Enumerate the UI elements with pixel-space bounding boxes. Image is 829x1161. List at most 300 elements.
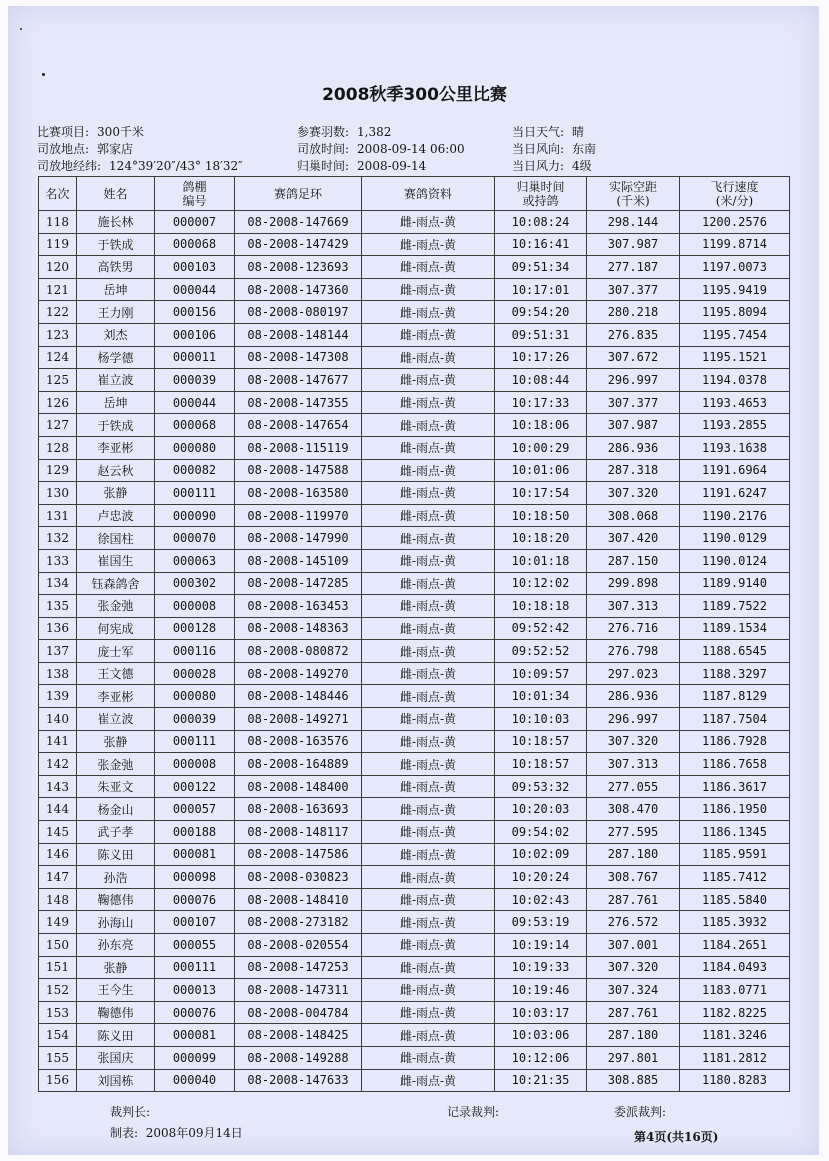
ring-cell: 08-2008-149270 xyxy=(235,662,362,685)
speed-cell: 1181.2812 xyxy=(680,1046,790,1069)
distance-cell: 287.318 xyxy=(587,459,680,482)
table-row xyxy=(39,798,790,821)
ring-cell: 08-2008-149288 xyxy=(235,1046,362,1069)
time-cell: 10:20:03 xyxy=(495,798,587,821)
loft-cell: 000044 xyxy=(155,391,235,414)
loft-cell: 000039 xyxy=(155,369,235,392)
table-row xyxy=(39,414,790,437)
distance-cell: 307.324 xyxy=(587,979,680,1002)
rank-cell: 150 xyxy=(39,934,77,957)
speed-cell: 1195.1521 xyxy=(680,346,790,369)
name-cell: 陈义田 xyxy=(77,843,155,866)
speed-cell: 1193.1638 xyxy=(680,436,790,459)
loft-cell: 000011 xyxy=(155,346,235,369)
loft-cell: 000057 xyxy=(155,798,235,821)
time-cell: 09:53:32 xyxy=(495,775,587,798)
loft-cell: 000028 xyxy=(155,662,235,685)
loft-cell: 000111 xyxy=(155,730,235,753)
header-time: 归巢时间 或持鸽 xyxy=(495,177,587,211)
loft-cell: 000044 xyxy=(155,278,235,301)
distance-cell: 296.997 xyxy=(587,708,680,731)
ring-cell: 08-2008-148144 xyxy=(235,323,362,346)
name-cell: 孙海山 xyxy=(77,911,155,934)
rank-cell: 147 xyxy=(39,866,77,889)
table-row xyxy=(39,459,790,482)
name-cell: 孙东亮 xyxy=(77,934,155,957)
table-row xyxy=(39,1046,790,1069)
table-row xyxy=(39,391,790,414)
distance-cell: 307.001 xyxy=(587,934,680,957)
name-cell: 何宪成 xyxy=(77,617,155,640)
loft-cell: 000068 xyxy=(155,414,235,437)
info-cell: 雌-雨点-黄 xyxy=(362,934,495,957)
time-cell: 10:00:29 xyxy=(495,436,587,459)
distance-cell: 307.987 xyxy=(587,233,680,256)
name-cell: 崔国生 xyxy=(77,549,155,572)
time-cell: 09:54:02 xyxy=(495,821,587,844)
time-cell: 09:53:19 xyxy=(495,911,587,934)
distance-cell: 276.572 xyxy=(587,911,680,934)
time-cell: 10:18:57 xyxy=(495,753,587,776)
speed-cell: 1193.4653 xyxy=(680,391,790,414)
rank-cell: 154 xyxy=(39,1024,77,1047)
loft-cell: 000302 xyxy=(155,572,235,595)
footer-record-judge: 记录裁判: xyxy=(447,1105,500,1119)
loft-cell: 000081 xyxy=(155,1024,235,1047)
info-cell: 雌-雨点-黄 xyxy=(362,866,495,889)
info-cell: 雌-雨点-黄 xyxy=(362,278,495,301)
speed-cell: 1185.3932 xyxy=(680,911,790,934)
name-cell: 鞠德伟 xyxy=(77,888,155,911)
rank-cell: 155 xyxy=(39,1046,77,1069)
ring-cell: 08-2008-119970 xyxy=(235,504,362,527)
info-weather: 当日天气: 晴 xyxy=(512,125,585,139)
table-row xyxy=(39,1069,790,1092)
time-cell: 09:52:52 xyxy=(495,640,587,663)
loft-cell: 000068 xyxy=(155,233,235,256)
document-title: 2008秋季300公里比赛 xyxy=(322,85,507,105)
distance-cell: 307.320 xyxy=(587,956,680,979)
speed-cell: 1189.9140 xyxy=(680,572,790,595)
table-row xyxy=(39,956,790,979)
info-cell: 雌-雨点-黄 xyxy=(362,798,495,821)
table-row xyxy=(39,369,790,392)
loft-cell: 000082 xyxy=(155,459,235,482)
loft-cell: 000098 xyxy=(155,866,235,889)
ring-cell: 08-2008-163453 xyxy=(235,595,362,618)
ring-cell: 08-2008-147990 xyxy=(235,527,362,550)
table-row xyxy=(39,211,790,234)
name-cell: 庞士军 xyxy=(77,640,155,663)
name-cell: 王今生 xyxy=(77,979,155,1002)
time-cell: 09:52:42 xyxy=(495,617,587,640)
speed-cell: 1195.9419 xyxy=(680,278,790,301)
rank-cell: 149 xyxy=(39,911,77,934)
loft-cell: 000076 xyxy=(155,888,235,911)
results-table xyxy=(38,176,790,1092)
time-cell: 10:01:18 xyxy=(495,549,587,572)
ring-cell: 08-2008-147360 xyxy=(235,278,362,301)
ring-cell: 08-2008-147586 xyxy=(235,843,362,866)
info-cell: 雌-雨点-黄 xyxy=(362,233,495,256)
rank-cell: 142 xyxy=(39,753,77,776)
table-row xyxy=(39,323,790,346)
table-row xyxy=(39,482,790,505)
name-cell: 卢忠波 xyxy=(77,504,155,527)
name-cell: 刘国栋 xyxy=(77,1069,155,1092)
info-cell: 雌-雨点-黄 xyxy=(362,1069,495,1092)
distance-cell: 308.068 xyxy=(587,504,680,527)
speed-cell: 1181.3246 xyxy=(680,1024,790,1047)
ring-cell: 08-2008-147355 xyxy=(235,391,362,414)
name-cell: 崔立波 xyxy=(77,708,155,731)
rank-cell: 126 xyxy=(39,391,77,414)
table-row xyxy=(39,662,790,685)
loft-cell: 000063 xyxy=(155,549,235,572)
time-cell: 10:08:24 xyxy=(495,211,587,234)
rank-cell: 121 xyxy=(39,278,77,301)
loft-cell: 000156 xyxy=(155,301,235,324)
rank-cell: 130 xyxy=(39,482,77,505)
info-cell: 雌-雨点-黄 xyxy=(362,821,495,844)
time-cell: 10:18:50 xyxy=(495,504,587,527)
loft-cell: 000039 xyxy=(155,708,235,731)
info-cell: 雌-雨点-黄 xyxy=(362,979,495,1002)
speed-cell: 1190.2176 xyxy=(680,504,790,527)
rank-cell: 128 xyxy=(39,436,77,459)
ring-cell: 08-2008-148425 xyxy=(235,1024,362,1047)
table-row xyxy=(39,979,790,1002)
loft-cell: 000103 xyxy=(155,256,235,279)
distance-cell: 296.997 xyxy=(587,369,680,392)
name-cell: 张金弛 xyxy=(77,595,155,618)
ring-cell: 08-2008-147677 xyxy=(235,369,362,392)
info-project: 比赛项目: 300千米 xyxy=(37,125,144,139)
rank-cell: 145 xyxy=(39,821,77,844)
name-cell: 鞠德伟 xyxy=(77,1001,155,1024)
info-cell: 雌-雨点-黄 xyxy=(362,595,495,618)
speed-cell: 1186.7928 xyxy=(680,730,790,753)
distance-cell: 276.798 xyxy=(587,640,680,663)
distance-cell: 287.180 xyxy=(587,1024,680,1047)
info-cell: 雌-雨点-黄 xyxy=(362,843,495,866)
info-cell: 雌-雨点-黄 xyxy=(362,323,495,346)
speed-cell: 1186.1345 xyxy=(680,821,790,844)
info-location: 司放地点: 郭家店 xyxy=(37,142,134,156)
info-cell: 雌-雨点-黄 xyxy=(362,775,495,798)
time-cell: 10:02:09 xyxy=(495,843,587,866)
time-cell: 10:19:33 xyxy=(495,956,587,979)
time-cell: 10:12:06 xyxy=(495,1046,587,1069)
table-row xyxy=(39,256,790,279)
header-loft: 鸽棚 编号 xyxy=(155,177,235,211)
rank-cell: 124 xyxy=(39,346,77,369)
name-cell: 刘杰 xyxy=(77,323,155,346)
header-ring: 赛鸽足环 xyxy=(235,177,362,211)
time-cell: 09:51:31 xyxy=(495,323,587,346)
info-cell: 雌-雨点-黄 xyxy=(362,211,495,234)
info-cell: 雌-雨点-黄 xyxy=(362,1001,495,1024)
loft-cell: 000013 xyxy=(155,979,235,1002)
speed-cell: 1187.7504 xyxy=(680,708,790,731)
speed-cell: 1184.2651 xyxy=(680,934,790,957)
time-cell: 10:09:57 xyxy=(495,662,587,685)
ring-cell: 08-2008-123693 xyxy=(235,256,362,279)
ring-cell: 08-2008-080872 xyxy=(235,640,362,663)
header-distance: 实际空距 (千米) xyxy=(587,177,680,211)
name-cell: 杨学德 xyxy=(77,346,155,369)
ring-cell: 08-2008-147285 xyxy=(235,572,362,595)
speed-cell: 1185.7412 xyxy=(680,866,790,889)
table-row xyxy=(39,708,790,731)
rank-cell: 152 xyxy=(39,979,77,1002)
name-cell: 陈义田 xyxy=(77,1024,155,1047)
speed-cell: 1187.8129 xyxy=(680,685,790,708)
info-cell: 雌-雨点-黄 xyxy=(362,459,495,482)
distance-cell: 280.218 xyxy=(587,301,680,324)
speed-cell: 1183.0771 xyxy=(680,979,790,1002)
speed-cell: 1184.0493 xyxy=(680,956,790,979)
speed-cell: 1195.7454 xyxy=(680,323,790,346)
table-row xyxy=(39,866,790,889)
loft-cell: 000081 xyxy=(155,843,235,866)
name-cell: 于铁成 xyxy=(77,414,155,437)
table-row xyxy=(39,346,790,369)
rank-cell: 140 xyxy=(39,708,77,731)
table-row xyxy=(39,233,790,256)
ring-cell: 08-2008-163576 xyxy=(235,730,362,753)
info-cell: 雌-雨点-黄 xyxy=(362,369,495,392)
info-cell: 雌-雨点-黄 xyxy=(362,482,495,505)
speed-cell: 1191.6247 xyxy=(680,482,790,505)
name-cell: 赵云秋 xyxy=(77,459,155,482)
info-cell: 雌-雨点-黄 xyxy=(362,640,495,663)
time-cell: 10:08:44 xyxy=(495,369,587,392)
ring-cell: 08-2008-145109 xyxy=(235,549,362,572)
ring-cell: 08-2008-148410 xyxy=(235,888,362,911)
rank-cell: 135 xyxy=(39,595,77,618)
info-cell: 雌-雨点-黄 xyxy=(362,572,495,595)
distance-cell: 286.936 xyxy=(587,436,680,459)
ring-cell: 08-2008-148363 xyxy=(235,617,362,640)
distance-cell: 308.470 xyxy=(587,798,680,821)
time-cell: 10:10:03 xyxy=(495,708,587,731)
ring-cell: 08-2008-147311 xyxy=(235,979,362,1002)
name-cell: 钰森鸽舍 xyxy=(77,572,155,595)
rank-cell: 131 xyxy=(39,504,77,527)
rank-cell: 119 xyxy=(39,233,77,256)
loft-cell: 000128 xyxy=(155,617,235,640)
distance-cell: 287.761 xyxy=(587,888,680,911)
loft-cell: 000106 xyxy=(155,323,235,346)
rank-cell: 133 xyxy=(39,549,77,572)
name-cell: 孙浩 xyxy=(77,866,155,889)
table-row xyxy=(39,843,790,866)
table-row xyxy=(39,617,790,640)
speed-cell: 1185.5840 xyxy=(680,888,790,911)
distance-cell: 307.420 xyxy=(587,527,680,550)
speed-cell: 1200.2576 xyxy=(680,211,790,234)
ring-cell: 08-2008-273182 xyxy=(235,911,362,934)
speed-cell: 1185.9591 xyxy=(680,843,790,866)
time-cell: 10:21:35 xyxy=(495,1069,587,1092)
ring-cell: 08-2008-147308 xyxy=(235,346,362,369)
distance-cell: 287.150 xyxy=(587,549,680,572)
distance-cell: 307.320 xyxy=(587,730,680,753)
distance-cell: 307.313 xyxy=(587,595,680,618)
info-cell: 雌-雨点-黄 xyxy=(362,1046,495,1069)
rank-cell: 139 xyxy=(39,685,77,708)
rank-cell: 125 xyxy=(39,369,77,392)
header-name: 姓名 xyxy=(77,177,155,211)
time-cell: 10:03:06 xyxy=(495,1024,587,1047)
loft-cell: 000188 xyxy=(155,821,235,844)
time-cell: 10:17:33 xyxy=(495,391,587,414)
name-cell: 李亚彬 xyxy=(77,436,155,459)
ring-cell: 08-2008-147253 xyxy=(235,956,362,979)
rank-cell: 151 xyxy=(39,956,77,979)
ring-cell: 08-2008-147669 xyxy=(235,211,362,234)
ring-cell: 08-2008-148446 xyxy=(235,685,362,708)
table-row xyxy=(39,640,790,663)
info-count: 参赛羽数: 1,382 xyxy=(297,125,392,139)
loft-cell: 000008 xyxy=(155,595,235,618)
loft-cell: 000076 xyxy=(155,1001,235,1024)
distance-cell: 307.672 xyxy=(587,346,680,369)
speed-cell: 1189.7522 xyxy=(680,595,790,618)
ring-cell: 08-2008-147429 xyxy=(235,233,362,256)
info-return-time: 归巢时间: 2008-09-14 xyxy=(297,159,427,173)
rank-cell: 127 xyxy=(39,414,77,437)
info-cell: 雌-雨点-黄 xyxy=(362,549,495,572)
ring-cell: 08-2008-163693 xyxy=(235,798,362,821)
info-cell: 雌-雨点-黄 xyxy=(362,730,495,753)
distance-cell: 308.767 xyxy=(587,866,680,889)
info-cell: 雌-雨点-黄 xyxy=(362,888,495,911)
rank-cell: 138 xyxy=(39,662,77,685)
info-wind-force: 当日风力: 4级 xyxy=(512,159,592,173)
ring-cell: 08-2008-030823 xyxy=(235,866,362,889)
rank-cell: 134 xyxy=(39,572,77,595)
distance-cell: 276.835 xyxy=(587,323,680,346)
speed-cell: 1188.6545 xyxy=(680,640,790,663)
speed-cell: 1180.8283 xyxy=(680,1069,790,1092)
rank-cell: 129 xyxy=(39,459,77,482)
table-row xyxy=(39,934,790,957)
time-cell: 10:18:18 xyxy=(495,595,587,618)
table-row xyxy=(39,1024,790,1047)
info-cell: 雌-雨点-黄 xyxy=(362,527,495,550)
distance-cell: 297.023 xyxy=(587,662,680,685)
footer-page-number: 第4页(共16页) xyxy=(634,1130,719,1144)
info-cell: 雌-雨点-黄 xyxy=(362,662,495,685)
speck xyxy=(20,28,22,30)
rank-cell: 122 xyxy=(39,301,77,324)
footer-assigned-judge: 委派裁判: xyxy=(614,1105,667,1119)
info-cell: 雌-雨点-黄 xyxy=(362,956,495,979)
table-row xyxy=(39,301,790,324)
speed-cell: 1194.0378 xyxy=(680,369,790,392)
info-cell: 雌-雨点-黄 xyxy=(362,414,495,437)
info-release-time: 司放时间: 2008-09-14 06:00 xyxy=(297,142,465,156)
distance-cell: 276.716 xyxy=(587,617,680,640)
header-info: 赛鸽资料 xyxy=(362,177,495,211)
table-row xyxy=(39,888,790,911)
distance-cell: 307.313 xyxy=(587,753,680,776)
header-rank: 名次 xyxy=(39,177,77,211)
name-cell: 李亚彬 xyxy=(77,685,155,708)
speed-cell: 1188.3297 xyxy=(680,662,790,685)
name-cell: 张静 xyxy=(77,730,155,753)
speed-cell: 1197.0073 xyxy=(680,256,790,279)
time-cell: 10:20:24 xyxy=(495,866,587,889)
distance-cell: 277.595 xyxy=(587,821,680,844)
speed-cell: 1189.1534 xyxy=(680,617,790,640)
info-cell: 雌-雨点-黄 xyxy=(362,256,495,279)
loft-cell: 000055 xyxy=(155,934,235,957)
distance-cell: 277.055 xyxy=(587,775,680,798)
time-cell: 10:12:02 xyxy=(495,572,587,595)
table-row xyxy=(39,278,790,301)
speed-cell: 1190.0124 xyxy=(680,549,790,572)
table-row xyxy=(39,572,790,595)
speck xyxy=(42,73,45,76)
ring-cell: 08-2008-147588 xyxy=(235,459,362,482)
name-cell: 张静 xyxy=(77,956,155,979)
info-cell: 雌-雨点-黄 xyxy=(362,708,495,731)
speed-cell: 1186.3617 xyxy=(680,775,790,798)
info-cell: 雌-雨点-黄 xyxy=(362,504,495,527)
speed-cell: 1193.2855 xyxy=(680,414,790,437)
time-cell: 10:17:26 xyxy=(495,346,587,369)
loft-cell: 000070 xyxy=(155,527,235,550)
info-cell: 雌-雨点-黄 xyxy=(362,436,495,459)
loft-cell: 000008 xyxy=(155,753,235,776)
name-cell: 徐国柱 xyxy=(77,527,155,550)
loft-cell: 000099 xyxy=(155,1046,235,1069)
time-cell: 10:16:41 xyxy=(495,233,587,256)
rank-cell: 153 xyxy=(39,1001,77,1024)
footer-made: 制表: 2008年09月14日 xyxy=(110,1126,243,1140)
table-header-row xyxy=(39,177,790,211)
loft-cell: 000090 xyxy=(155,504,235,527)
name-cell: 张金弛 xyxy=(77,753,155,776)
rank-cell: 143 xyxy=(39,775,77,798)
rank-cell: 137 xyxy=(39,640,77,663)
name-cell: 武子孝 xyxy=(77,821,155,844)
table-row xyxy=(39,527,790,550)
name-cell: 张国庆 xyxy=(77,1046,155,1069)
rank-cell: 120 xyxy=(39,256,77,279)
header-speed: 飞行速度 (米/分) xyxy=(680,177,790,211)
distance-cell: 307.320 xyxy=(587,482,680,505)
name-cell: 施长林 xyxy=(77,211,155,234)
distance-cell: 297.801 xyxy=(587,1046,680,1069)
info-cell: 雌-雨点-黄 xyxy=(362,617,495,640)
info-coords: 司放地经纬: 124°39′20″/43° 18′32″ xyxy=(37,159,243,173)
ring-cell: 08-2008-147654 xyxy=(235,414,362,437)
rank-cell: 118 xyxy=(39,211,77,234)
time-cell: 10:01:06 xyxy=(495,459,587,482)
time-cell: 10:18:57 xyxy=(495,730,587,753)
ring-cell: 08-2008-020554 xyxy=(235,934,362,957)
rank-cell: 156 xyxy=(39,1069,77,1092)
distance-cell: 307.377 xyxy=(587,391,680,414)
table-row xyxy=(39,685,790,708)
time-cell: 10:18:20 xyxy=(495,527,587,550)
table-row xyxy=(39,775,790,798)
speed-cell: 1199.8714 xyxy=(680,233,790,256)
